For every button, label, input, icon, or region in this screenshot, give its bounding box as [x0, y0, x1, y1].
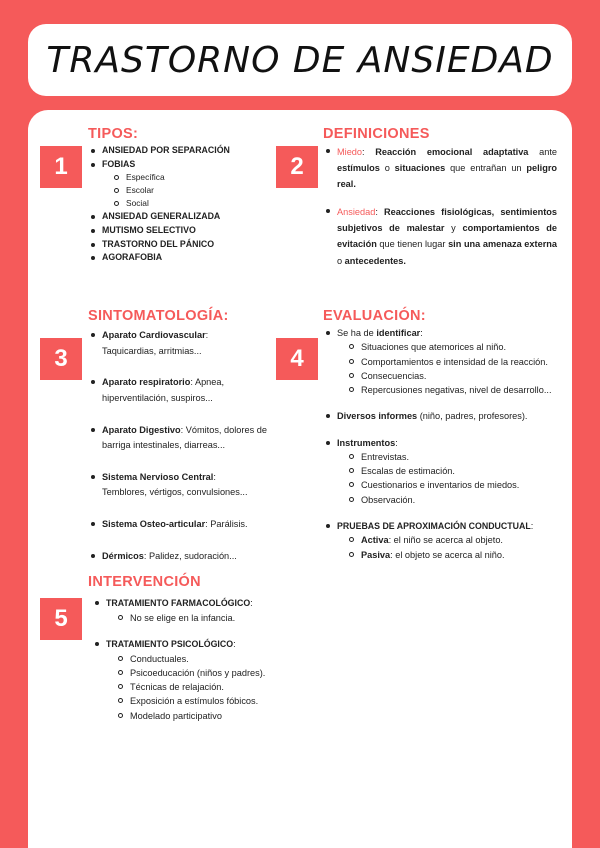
sub-list-item: Conductuales.: [118, 652, 314, 666]
list-item: Aparato respiratorio: Apnea, hiperventilación, suspiros...: [90, 375, 270, 406]
list-item: Diversos informes (niño, padres, profesores).: [325, 409, 565, 423]
sub-list-item: Específica: [114, 171, 290, 184]
list-item: TRASTORNO DEL PÁNICO: [90, 238, 290, 252]
sub-list-item: Escolar: [114, 184, 290, 197]
sub-list-item: Exposición a estímulos fóbicos.: [118, 694, 314, 708]
list-item: Se ha de identificar: Situaciones que atemorices al niño. Comportamientos e intensidad de la reacción. Consecuencias. Repercusiones negativas, nivel de desarrollo...: [325, 326, 565, 397]
section-number-4: 4: [276, 338, 318, 380]
section-number-2: 2: [276, 146, 318, 188]
sub-list-item: Técnicas de relajación.: [118, 680, 314, 694]
list-item: Sistema Osteo-articular: Parálisis.: [90, 517, 270, 533]
list-item: MUTISMO SELECTIVO: [90, 224, 290, 238]
section-body-tipos: [90, 144, 290, 265]
sub-list-item: Social: [114, 197, 290, 210]
sub-list-item: Pasiva: el objeto se acerca al niño.: [349, 548, 565, 562]
sub-list-item: Escalas de estimación.: [349, 464, 565, 478]
sub-list-item: Entrevistas.: [349, 450, 565, 464]
sub-list-item: Consecuencias.: [349, 369, 565, 383]
sub-list-item: Psicoeducación (niños y padres).: [118, 666, 314, 680]
list-item: Sistema Nervioso Central: Temblores, vértigos, convulsiones...: [90, 470, 270, 501]
section-title-definiciones: DEFINICIONES: [323, 126, 430, 142]
sub-list-item: Activa: el niño se acerca al objeto.: [349, 533, 565, 547]
list-item-label: FOBIAS: [102, 158, 136, 169]
list-item: ANSIEDAD POR SEPARACIÓN: [90, 144, 290, 158]
list-item: Dérmicos: Palidez, sudoración...: [90, 549, 270, 565]
list-item: TRATAMIENTO PSICOLÓGICO: Conductuales. Psicoeducación (niños y padres). Técnicas de relajación. Exposición a estímulos fóbicos. Modelado participativo: [94, 637, 314, 723]
sub-list-item: Situaciones que atemorices al niño.: [349, 340, 565, 354]
list-item: ANSIEDAD GENERALIZADA: [90, 210, 290, 224]
sub-list-item: Comportamientos e intensidad de la reacción.: [349, 355, 565, 369]
sub-list-item: Repercusiones negativas, nivel de desarrollo...: [349, 383, 565, 397]
section-body-definiciones: [325, 144, 557, 269]
section-title-tipos: TIPOS:: [88, 126, 139, 142]
section-title-sintomatologia: SINTOMATOLOGÍA:: [88, 308, 229, 324]
sub-list-item: No se elige en la infancia.: [118, 611, 314, 625]
section-number-3: 3: [40, 338, 82, 380]
list-item: [90, 158, 290, 211]
list-item: TRATAMIENTO FARMACOLÓGICO: No se elige en la infancia.: [94, 596, 314, 625]
list-item: Instrumentos: Entrevistas. Escalas de estimación. Cuestionarios e inventarios de miedos. Observación.: [325, 436, 565, 507]
section-title-evaluacion: EVALUACIÓN:: [323, 308, 426, 324]
definition-miedo: Miedo: Reacción emocional adaptativa ante estímulos o situaciones que entrañan un peligro real.: [325, 144, 557, 192]
sub-list-item: Cuestionarios e inventarios de miedos.: [349, 478, 565, 492]
title-banner: [28, 24, 572, 96]
section-body-evaluacion: [325, 326, 565, 562]
list-item: Aparato Digestivo: Vómitos, dolores de barriga intestinales, diarreas...: [90, 423, 270, 454]
list-item: Aparato Cardiovascular: Taquicardias, arritmias...: [90, 328, 270, 359]
list-item: PRUEBAS DE APROXIMACIÓN CONDUCTUAL: Activa: el niño se acerca al objeto. Pasiva: el objeto se acerca al niño.: [325, 519, 565, 562]
page-title: TRASTORNO DE ANSIEDAD: [46, 39, 554, 81]
sub-list-item: Observación.: [349, 493, 565, 507]
section-body-sintomatologia: [90, 328, 270, 564]
list-item: AGORAFOBIA: [90, 251, 290, 265]
section-number-1: 1: [40, 146, 82, 188]
content-card: [28, 110, 572, 848]
section-title-intervencion: INTERVENCIÓN: [88, 574, 201, 590]
section-number-5: 5: [40, 598, 82, 640]
sub-list-item: Modelado participativo: [118, 709, 314, 723]
section-body-intervencion: [94, 596, 314, 723]
definition-ansiedad: Ansiedad: Reacciones fisiológicas, sentimientos subjetivos de malestar y comportamientos de evitación que tienen lugar sin una amenaza externa o antecedentes.: [325, 204, 557, 268]
